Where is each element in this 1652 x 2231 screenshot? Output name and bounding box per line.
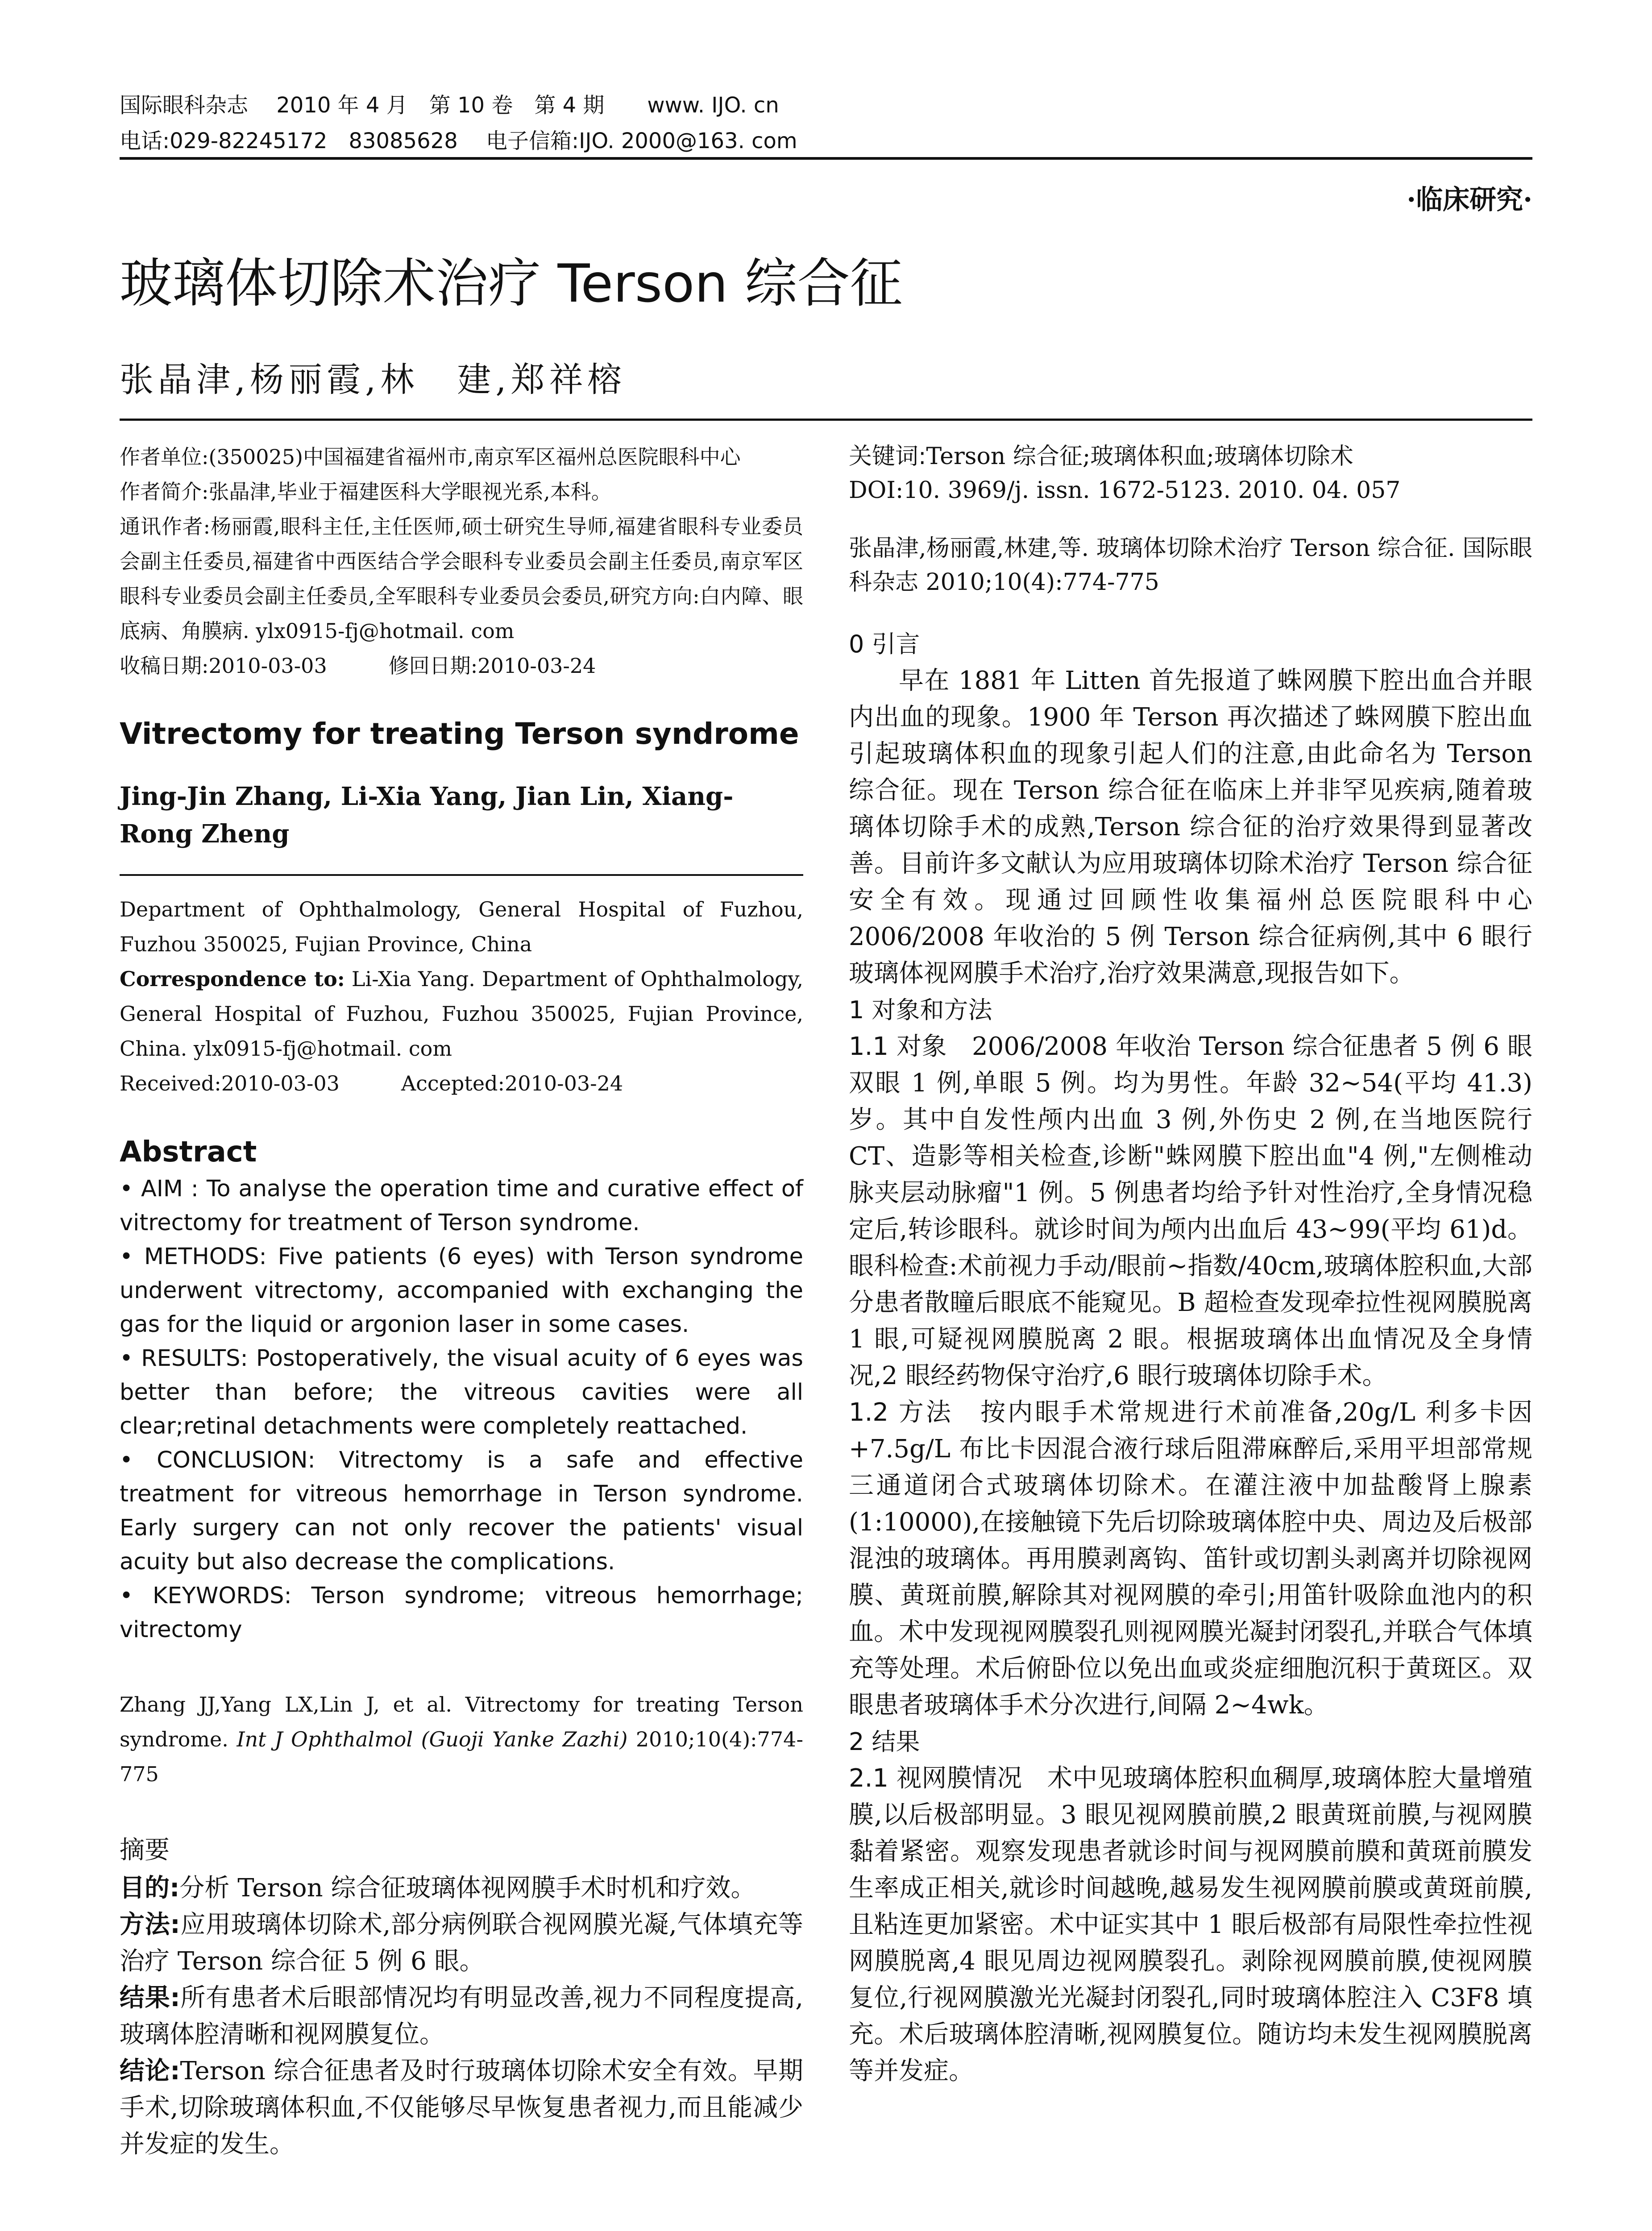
citation-volume: 2010;10(4):774-775: [120, 1727, 803, 1786]
english-correspondence: [120, 962, 803, 1066]
section-1-1: [849, 1028, 1532, 1394]
english-authors-rule: [120, 874, 803, 876]
author-bio: 作者简介:张晶津,毕业于福建医科大学眼视光系,本科。: [120, 480, 612, 504]
citation-journal: Int J Ophthalmol (Guoji Yanke Zazhi): [237, 1727, 628, 1751]
correspondence-text: Li-Xia Yang. Department of Ophthalmology, General Hospital of Fuzhou, Fuzhou 350025, Fujian Province, China. ylx0915-fj@hotmail. com: [120, 967, 803, 1061]
introduction-heading: 0 引言: [849, 630, 920, 658]
right-column: [849, 440, 1532, 2090]
english-dates: Received:2010-03-03 Accepted:2010-03-24: [120, 1071, 623, 1095]
section-2-1-text: 术中见玻璃体腔积血稠厚,玻璃体腔大量增殖膜,以后极部明显。3 眼见视网膜前膜,2 眼黄斑前膜,与视网膜黏着紧密。观察发现患者就诊时间与视网膜前膜和黄斑前膜发生率成正相关,就诊时间越晚,越易发生视网膜前膜或黄斑前膜,且粘连更加紧密。术中证实其中 1 眼后极部有局限性牵拉性视网膜脱离,4 眼见周边视网膜裂孔。剥除视网膜前膜,使视网膜复位,行视网膜激光光凝封闭裂孔,同时玻璃体腔注入 C3F8 填充。术后玻璃体腔清晰,视网膜复位。随访均未发生视网膜脱离等并发症。: [849, 1764, 1532, 2086]
abstract-heading: Abstract: [120, 1136, 257, 1169]
corresponding-author: 通讯作者:杨丽霞,眼科主任,主任医师,硕士研究生导师,福建省眼科专业委员会副主任委员,福建省中西医结合学会眼科专业委员会副主任委员,南京军区眼科专业委员会副主任委员,全军眼科专业委员会委员,研究方向:白内障、眼底病、角膜病. ylx0915-fj@hotmail. com: [120, 514, 803, 643]
chinese-citation: 张晶津,杨丽霞,林建,等. 玻璃体切除术治疗 Terson 综合征. 国际眼科杂志 2010;10(4):774-775: [849, 535, 1532, 596]
keywords: [849, 440, 1532, 473]
abstract-conclusion: • CONCLUSION: Vitrectomy is a safe and effective treatment for vitreous hemorrhage in Terson syndrome. Early surgery can not only recover the patients' visual acuity but also decrease the complications.: [120, 1447, 803, 1575]
chinese-abstract-conclusion: 结论:Terson 综合征患者及时行玻璃体切除术安全有效。早期手术,切除玻璃体积血,不仅能够尽早恢复患者视力,而且能减少并发症的发生。: [120, 2057, 804, 2159]
chinese-abstract-heading: 摘要: [120, 1836, 170, 1865]
results-heading: 2 结果: [849, 1728, 920, 1756]
header-rule: [120, 157, 1532, 160]
section-2-1: [849, 1760, 1532, 2090]
abstract-methods: • METHODS: Five patients (6 eyes) with Terson syndrome underwent vitrectomy, accompanied with exchanging the gas for the liquid or argonion laser in some cases.: [120, 1244, 803, 1338]
article-title: 玻璃体切除术治疗 Terson 综合征: [120, 253, 903, 314]
section-1-1-text: 2006/2008 年收治 Terson 综合征患者 5 例 6 眼双眼 1 例,单眼 5 例。均为男性。年龄 32~54(平均 41.3)岁。其中自发性颅内出血 3 例,外伤史 2 例,在当地医院行 CT、造影等相关检查,诊断"蛛网膜下腔出血"4 例,"左侧椎动脉夹层动脉瘤"1 例。5 例患者均给予针对性治疗,全身情况稳定后,转诊眼科。就诊时间为颅内出血后 43~99(平均 61)d。眼科检查:术前视力手动/眼前~指数/40cm,玻璃体腔积血,大部分患者散瞳后眼底不能窥见。B 超检查发现牵拉性视网膜脱离 1 眼,可疑视网膜脱离 2 眼。根据玻璃体出血情况及全身情况,2 眼经药物保守治疗,6 眼行玻璃体切除手术。: [849, 1032, 1533, 1390]
journal-header-line1: 国际眼科杂志 2010 年 4 月 第 10 卷 第 4 期 www. IJO. cn: [120, 93, 779, 118]
article-authors: 张晶津,杨丽霞,林 建,郑祥榕: [120, 360, 626, 399]
keywords-label: 关键词:: [849, 443, 926, 470]
chinese-abstract-objective: 目的:分析 Terson 综合征玻璃体视网膜手术时机和疗效。: [120, 1874, 756, 1903]
section-2-1-label: 2.1 视网膜情况: [849, 1764, 1047, 1793]
section-label: ·临床研究·: [1407, 184, 1532, 216]
section-1-1-label: 1.1 对象: [849, 1032, 972, 1061]
left-column: [120, 440, 803, 2163]
citation-authors-title: Zhang JJ,Yang LX,Lin J, et al. Vitrectomy for treating Terson syndrome.: [120, 1692, 803, 1751]
section-1-2-text: 按内眼手术常规进行术前准备,20g/L 利多卡因+7.5g/L 布比卡因混合液行球后阻滞麻醉后,采用平坦部常规三通道闭合式玻璃体切除术。在灌注液中加盐酸肾上腺素(1:10000),在接触镜下先后切除玻璃体腔中央、周边及后极部混浊的玻璃体。再用膜剥离钩、笛针或切割头剥离并切除视网膜、黄斑前膜,解除其对视网膜的牵引;用笛针吸除血池内的积血。术中发现视网膜裂孔则视网膜光凝封闭裂孔,并联合气体填充等处理。术后俯卧位以免出血或炎症细胞沉积于黄斑区。双眼患者玻璃体手术分次进行,间隔 2~4wk。: [849, 1398, 1532, 1720]
english-title: Vitrectomy for treating Terson syndrome: [120, 717, 799, 751]
affiliation-unit: 作者单位:(350025)中国福建省福州市,南京军区福州总医院眼科中心: [120, 445, 741, 469]
journal-header-line2: 电话:029-82245172 83085628 电子信箱:IJO. 2000@163. com: [120, 129, 797, 153]
section-1-2-label: 1.2 方法: [849, 1398, 981, 1427]
methods-heading: 1 对象和方法: [849, 996, 992, 1024]
section-1-2: [849, 1394, 1532, 1724]
title-rule: [120, 419, 1532, 421]
chinese-abstract-methods: 方法:应用玻璃体切除术,部分病例联合视网膜光凝,气体填充等治疗 Terson 综合征 5 例 6 眼。: [120, 1910, 803, 1976]
doi: DOI:10. 3969/j. issn. 1672-5123. 2010. 04. 057: [849, 477, 1401, 504]
received-revised-dates: 收稿日期:2010-03-03 修回日期:2010-03-24: [120, 654, 596, 678]
english-authors: Jing-Jin Zhang, Li-Xia Yang, Jian Lin, Xiang-Rong Zheng: [120, 782, 734, 849]
english-department: Department of Ophthalmology, General Hospital of Fuzhou, Fuzhou 350025, Fujian Province, China: [120, 897, 803, 956]
keywords-text: Terson 综合征;玻璃体积血;玻璃体切除术: [926, 443, 1353, 470]
correspondence-label: Correspondence to:: [120, 967, 345, 991]
chinese-abstract-results: 结果:所有患者术后眼部情况均有明显改善,视力不同程度提高,玻璃体腔清晰和视网膜复位。: [120, 1983, 803, 2049]
abstract-aim: • AIM : To analyse the operation time and curative effect of vitrectomy for treatment of Terson syndrome.: [120, 1176, 803, 1236]
introduction-text: 早在 1881 年 Litten 首先报道了蛛网膜下腔出血合并眼内出血的现象。1900 年 Terson 再次描述了蛛网膜下腔出血引起玻璃体积血的现象引起人们的注意,由此命名为 Terson 综合征。现在 Terson 综合征在临床上并非罕见疾病,随着玻璃体切除手术的成熟,Terson 综合征的治疗效果得到显著改善。目前许多文献认为应用玻璃体切除术治疗 Terson 综合征安全有效。现通过回顾性收集福州总医院眼科中心 2006/2008 年收治的 5 例 Terson 综合征病例,其中 6 眼行玻璃体视网膜手术治疗,治疗效果满意,现报告如下。: [849, 666, 1532, 988]
abstract-results: • RESULTS: Postoperatively, the visual acuity of 6 eyes was better than before; the vitreous cavities were all clear;retinal detachments were completely reattached.: [120, 1345, 803, 1439]
abstract-keywords: • KEYWORDS: Terson syndrome; vitreous hemorrhage; vitrectomy: [120, 1583, 803, 1643]
english-citation: [120, 1687, 803, 1791]
